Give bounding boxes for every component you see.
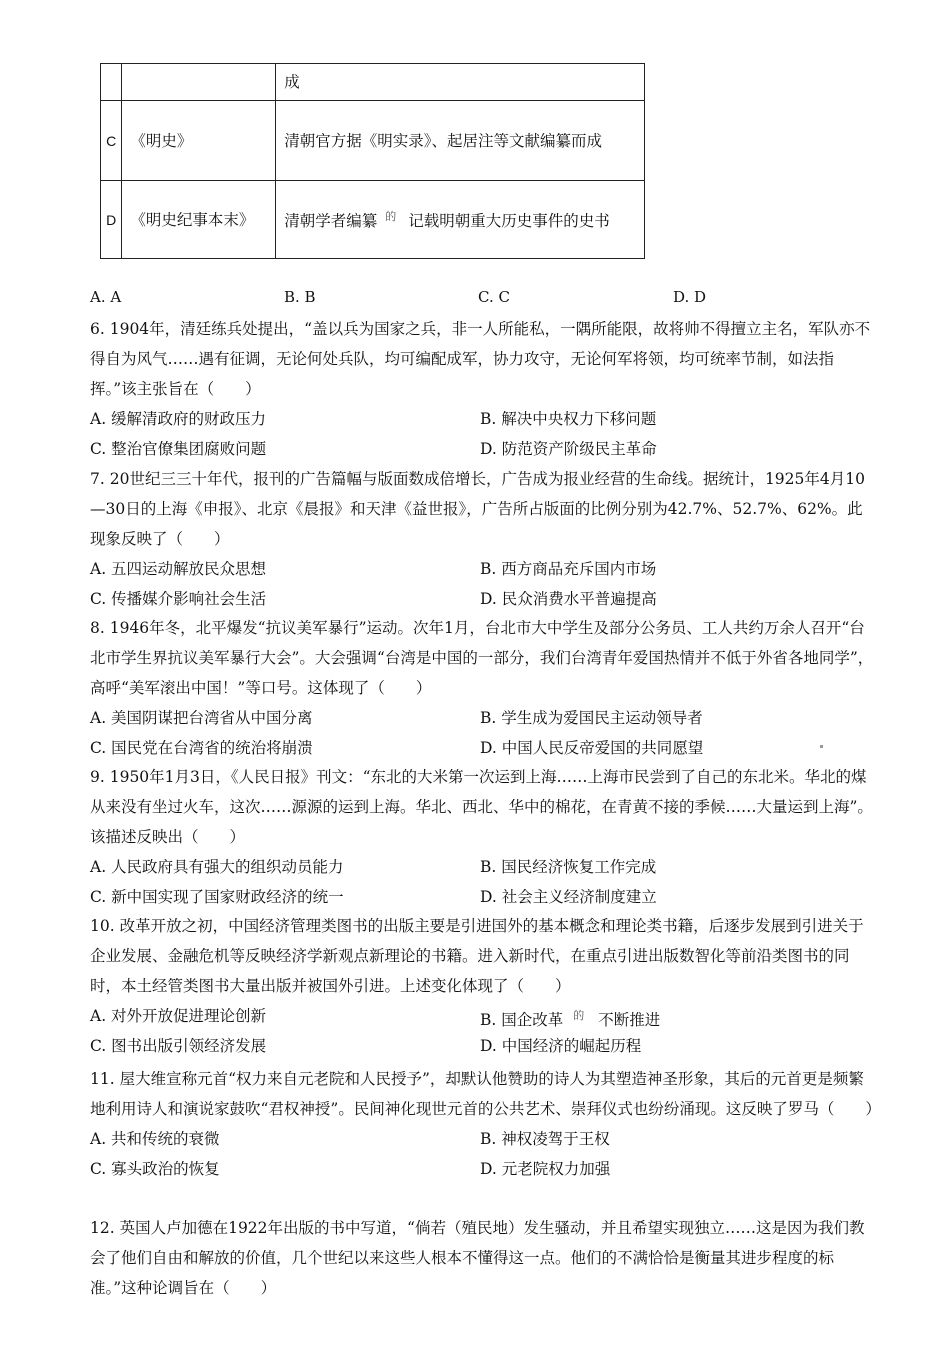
table-row (101, 181, 645, 259)
source-table (100, 63, 645, 259)
option-b[interactable]: B. B (284, 288, 316, 306)
question-10 (90, 911, 875, 1061)
question-stem: 7. 20世纪三三十年代，报刊的广告篇幅与版面数成倍增长，广告成为报业经营的生命线。据统计，1925年4月10—30日的上海《申报》、北京《晨报》和天津《益世报》，广告所占版面的比例分别为42.7%、52.7%、62%。此现象反映了（ ） (90, 470, 865, 548)
question-8 (90, 613, 875, 763)
question-stem: 10. 改革开放之初，中国经济管理类图书的出版主要是引进国外的基本概念和理论类书籍，后逐步发展到引进关于企业发展、金融危机等反映经济学新观点新理论的书籍。进入新时代，在重点引进出版数智化等前沿类图书的同时，本土经管类图书大量出版并被国外引进。上述变化体现了（ ） (90, 917, 864, 995)
option-letter-cell: D (101, 181, 122, 259)
option-b[interactable]: B. 解决中央权力下移问题 (480, 410, 657, 428)
option-c[interactable]: C. 寡头政治的恢复 (90, 1160, 220, 1178)
stray-dot (820, 745, 823, 748)
option-b[interactable]: B. 西方商品充斥国内市场 (480, 560, 657, 578)
option-c[interactable]: C. 传播媒介影响社会生活 (90, 590, 267, 608)
desc-text: 清朝学者编纂 (284, 212, 378, 231)
option-text: B. 国企改革 (480, 1011, 564, 1030)
question-stem: 8. 1946年冬，北平爆发“抗议美军暴行”运动。次年1月，台北市大中学生及部分公务员、工人共约万余人召开“台北市学生界抗议美军暴行大会”。大会强调“台湾是中国的一部分，我们台湾青年爱国热情并不低于外省各地同学”，高呼“美军滚出中国！”等口号。这体现了（ ） (90, 619, 874, 697)
option-d[interactable]: D. 民众消费水平普遍提高 (480, 590, 657, 608)
book-cell: 《明史纪事本末》 (122, 181, 276, 259)
book-cell (122, 64, 276, 101)
option-text: 不断推进 (598, 1011, 661, 1030)
option-c[interactable]: C. 新中国实现了国家财政经济的统一 (90, 888, 344, 906)
desc-text: 记载明朝重大历史事件的史书 (408, 212, 610, 231)
table-row (101, 64, 645, 101)
option-c[interactable]: C. 国民党在台湾省的统治将崩溃 (90, 739, 313, 757)
description-cell: 清朝官方据《明实录》、起居注等文献编纂而成 (276, 101, 645, 181)
option-a[interactable]: A. 美国阴谋把台湾省从中国分离 (90, 709, 313, 727)
option-d[interactable]: D. 中国人民反帝爱国的共同愿望 (480, 739, 704, 757)
question-9 (90, 762, 875, 912)
char-mark: 的 (573, 1009, 585, 1022)
char-mark: 的 (385, 210, 397, 224)
option-letter-cell: C (101, 101, 122, 181)
question-stem: 9. 1950年1月3日，《人民日报》刊文：“东北的大米第一次运到上海……上海市民尝到了自己的东北米。华北的煤从来没有坐过火车，这次……源源的运到上海。华北、西北、华中的棉花，在青黄不接的季候……大量运到上海”。该描述反映出（ ） (90, 768, 873, 846)
option-a[interactable]: A. 共和传统的衰微 (90, 1130, 220, 1148)
option-d[interactable]: D. 社会主义经济制度建立 (480, 888, 657, 906)
option-d[interactable]: D. D (673, 288, 707, 306)
description-cell: 成 (276, 64, 645, 101)
q5-options (90, 288, 870, 310)
description-cell (276, 181, 645, 259)
option-letter-cell (101, 64, 122, 101)
option-d[interactable]: D. 防范资产阶级民主革命 (480, 440, 657, 458)
option-c[interactable]: C. C (478, 288, 510, 306)
question-11 (90, 1064, 881, 1184)
question-stem: 12. 英国人卢加德在1922年出版的书中写道，“倘若（殖民地）发生骚动，并且希望实现独立……这是因为我们教会了他们自由和解放的价值，几个世纪以来这些人根本不懂得这一点。他们的不满恰恰是衡量其进步程度的标准。”这种论调旨在（ ） (90, 1219, 865, 1297)
question-6 (90, 314, 875, 464)
option-a[interactable]: A. 对外开放促进理论创新 (90, 1007, 267, 1025)
option-a[interactable]: A. A (90, 288, 122, 306)
option-c[interactable]: C. 图书出版引领经济发展 (90, 1037, 267, 1055)
option-a[interactable]: A. 人民政府具有强大的组织动员能力 (90, 858, 344, 876)
option-b[interactable]: B. 学生成为爱国民主运动领导者 (480, 709, 703, 727)
option-a[interactable]: A. 五四运动解放民众思想 (90, 560, 267, 578)
book-cell: 《明史》 (122, 101, 276, 181)
table-row (101, 101, 645, 181)
question-12 (90, 1213, 875, 1303)
option-d[interactable]: D. 中国经济的崛起历程 (480, 1037, 642, 1055)
option-b[interactable]: B. 神权凌驾于王权 (480, 1130, 610, 1148)
question-stem: 11. 屋大维宣称元首“权力来自元老院和人民授予”，却默认他赞助的诗人为其塑造神圣形象，其后的元首更是频繁地利用诗人和演说家鼓吹“君权神授”。民间神化现世元首的公共艺术、崇拜仪式也纷纷涌现。这反映了罗马（ ） (90, 1070, 881, 1118)
option-a[interactable]: A. 缓解清政府的财政压力 (90, 410, 267, 428)
option-d[interactable]: D. 元老院权力加强 (480, 1160, 611, 1178)
option-b[interactable]: B. 国民经济恢复工作完成 (480, 858, 657, 876)
question-7 (90, 464, 875, 614)
option-c[interactable]: C. 整治官僚集团腐败问题 (90, 440, 267, 458)
question-stem: 6. 1904年，清廷练兵处提出，“盖以兵为国家之兵，非一人所能私，一隅所能限，故将帅不得擅立主名，军队亦不得自为风气……遇有征调，无论何处兵队，均可编配成军，协力攻守，无论何军将领，均可统率节制，如法指挥。”该主张旨在（ ） (90, 320, 871, 398)
